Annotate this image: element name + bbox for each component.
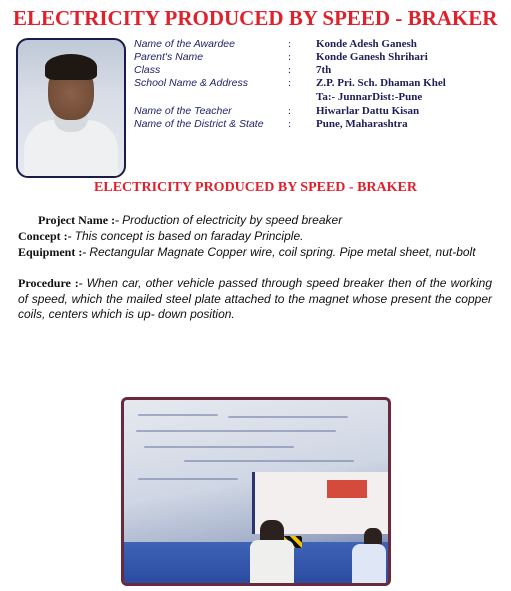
equipment-line bbox=[18, 245, 492, 261]
info-label: School Name & Address bbox=[134, 77, 248, 89]
info-value: Pune, Maharashtra bbox=[316, 118, 408, 130]
poster-red-block bbox=[327, 480, 367, 498]
info-colon: : bbox=[288, 38, 292, 50]
project-name-line bbox=[38, 213, 498, 229]
info-label: Class bbox=[134, 64, 161, 76]
section-title: ELECTRICITY PRODUCED BY SPEED - BRAKER bbox=[94, 180, 417, 195]
info-label: Parent's Name bbox=[134, 51, 204, 63]
equipment-text: Rectangular Magnate Copper wire, coil spring. Pipe metal sheet, nut-bolt bbox=[89, 245, 476, 259]
info-value: 7th bbox=[316, 64, 332, 76]
photo-handwriting bbox=[184, 460, 354, 462]
procedure-label: Procedure :- bbox=[18, 276, 83, 290]
info-colon: : bbox=[288, 77, 292, 89]
info-value: Ta:- JunnarDist:-Pune bbox=[316, 91, 423, 103]
photo-person-body bbox=[352, 544, 386, 584]
project-name-text: Production of electricity by speed breaker bbox=[122, 213, 343, 227]
awardee-photo bbox=[16, 38, 126, 178]
procedure-text: When car, other vehicle passed through speed breaker then of the working of speed, which the mailed steel plate attached to the magnet whose present the copper coils, centers which is up- down position. bbox=[18, 276, 493, 321]
photo-handwriting bbox=[138, 414, 218, 416]
equipment-label: Equipment :- bbox=[18, 245, 87, 259]
project-name-label: Project Name :- bbox=[38, 213, 120, 227]
photo-person-body bbox=[250, 540, 294, 584]
info-label: Name of the Teacher bbox=[134, 105, 232, 117]
info-colon: : bbox=[288, 105, 292, 117]
info-value: Z.P. Pri. Sch. Dhaman Khel bbox=[316, 77, 446, 89]
photo-handwriting bbox=[138, 478, 238, 480]
info-value: Konde Adesh Ganesh bbox=[316, 38, 417, 50]
photo-handwriting bbox=[136, 430, 336, 432]
concept-label: Concept :- bbox=[18, 229, 72, 243]
info-colon: : bbox=[288, 51, 292, 63]
info-label: Name of the Awardee bbox=[134, 38, 235, 50]
concept-line bbox=[18, 229, 492, 245]
info-value: Konde Ganesh Shrihari bbox=[316, 51, 428, 63]
info-colon: : bbox=[288, 118, 292, 130]
info-value: Hiwarlar Dattu Kisan bbox=[316, 105, 420, 117]
project-photo bbox=[121, 397, 391, 586]
page-title: ELECTRICITY PRODUCED BY SPEED - BRAKER bbox=[13, 6, 498, 30]
photo-handwriting bbox=[228, 416, 348, 418]
concept-text: This concept is based on faraday Principle. bbox=[74, 229, 304, 243]
photo-hair bbox=[45, 54, 97, 80]
procedure-line bbox=[18, 276, 492, 323]
info-label: Name of the District & State bbox=[134, 118, 264, 130]
photo-handwriting bbox=[144, 446, 294, 448]
info-colon: : bbox=[288, 64, 292, 76]
